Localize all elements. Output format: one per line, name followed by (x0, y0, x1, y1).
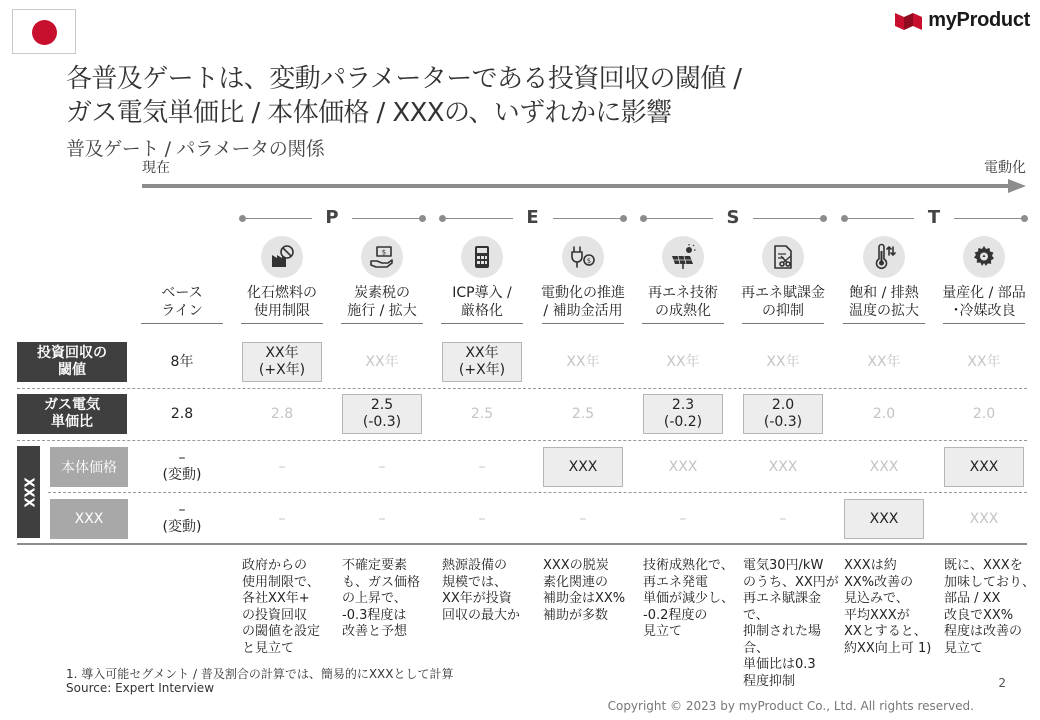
value-cell: – (478, 458, 486, 475)
page-subtitle: 普及ゲート / パラメータの関係 (66, 138, 325, 160)
column-note: XXXは約 XX%改善の 見込みで、 平均XXXが XXとすると、 約XX向上可 1) (844, 558, 932, 656)
value-cell: – (278, 510, 286, 527)
brand-mark-icon (895, 10, 923, 30)
calculator-icon (461, 236, 503, 278)
value-cell: XX年 (867, 353, 901, 370)
gate-letter: T (914, 207, 954, 228)
highlighted-cell: 2.3 (-0.2) (643, 394, 723, 434)
gate-bracket-end (1021, 215, 1028, 222)
value-cell: – (478, 510, 486, 527)
source-note: Source: Expert Interview (66, 681, 215, 695)
japan-flag (12, 9, 76, 54)
highlighted-cell: 2.5 (-0.3) (342, 394, 422, 434)
gate-bracket-end (620, 215, 627, 222)
value-cell: – (579, 510, 587, 527)
page-title (66, 62, 741, 130)
gate-letter: P (312, 207, 352, 228)
column-note: 既に、XXXを 加味しており、 部品 / XX 改良でXX% 程度は改善の 見立て (944, 558, 1036, 656)
highlighted-cell: XX年 (+X年) (242, 342, 322, 382)
baseline-cell: – (変動) (162, 450, 202, 483)
column-note: XXXの脱炭 素化関連の 補助金はXX% 補助が多数 (543, 558, 626, 623)
value-cell: – (278, 458, 286, 475)
value-cell: – (679, 510, 687, 527)
timeline-arrow-shaft (142, 184, 1012, 188)
gate-bracket-end (239, 215, 246, 222)
gate-bracket-end (841, 215, 848, 222)
highlighted-cell: XXX (844, 499, 924, 539)
value-cell: XXX (869, 458, 899, 475)
row-group-label: XXX (17, 446, 40, 538)
title-line-1: 各普及ゲートは、変動パラメーターである投資回収の閾値 / (66, 64, 742, 94)
baseline-cell: 8年 (170, 353, 194, 370)
column-header: ICP導入 / 厳格化 (434, 284, 530, 324)
value-cell: 2.5 (470, 405, 494, 422)
table-bottom-rule (17, 543, 1027, 545)
brand-name: myProduct (928, 8, 1030, 31)
gate-bracket-end (419, 215, 426, 222)
value-cell: XX年 (967, 353, 1001, 370)
value-cell: XX年 (766, 353, 800, 370)
value-cell: – (378, 510, 386, 527)
column-header: 化石燃料の 使用制限 (234, 284, 330, 324)
value-cell: XXX (969, 510, 999, 527)
page-number: 2 (998, 676, 1006, 690)
column-header: 飽和 / 排熱 温度の拡大 (836, 284, 932, 324)
value-cell: XX年 (365, 353, 399, 370)
highlighted-cell: XXX (944, 447, 1024, 487)
baseline-cell: 2.8 (170, 405, 194, 422)
thermometer-icon (863, 236, 905, 278)
gear-icon (963, 236, 1005, 278)
column-header: 再エネ技術 の成熟化 (635, 284, 731, 324)
column-header: 再エネ賦課金 の抑制 (735, 284, 831, 324)
column-header: 量産化 / 部品 ･冷媒改良 (936, 284, 1032, 324)
column-note: 政府からの 使用制限で、 各社XX年+ の投資回収 の閾値を設定 と見立て (242, 558, 321, 656)
column-header: 炭素税の 施行 / 拡大 (334, 284, 430, 324)
arrow-end-label: 電動化 (984, 160, 1026, 176)
row-divider (17, 388, 1027, 389)
gate-bracket-end (439, 215, 446, 222)
copyright: Copyright © 2023 by myProduct Co., Ltd. All rights reserved. (607, 699, 974, 713)
timeline-arrow-head (1008, 179, 1026, 193)
solar-panel-icon (662, 236, 704, 278)
row-label-unit-price: 本体価格 (50, 447, 128, 487)
column-header: 電動化の推進 / 補助金活用 (535, 284, 631, 324)
highlighted-cell: XX年 (+X年) (442, 342, 522, 382)
row-divider (17, 440, 1027, 441)
value-cell: XX年 (666, 353, 700, 370)
column-note: 技術成熟化で、 再エネ発電 単価が減少し、 -0.2程度の 見立て (643, 558, 735, 639)
column-note: 電気30円/kW のうち、XX円が 再エネ賦課金で、 抑制された場合、 単価比は0.3 程度抑制 (743, 558, 839, 689)
baseline-cell: – (変動) (162, 502, 202, 535)
value-cell: XXX (768, 458, 798, 475)
flag-sun (32, 20, 57, 45)
value-cell: 2.0 (872, 405, 896, 422)
value-cell: XX年 (566, 353, 600, 370)
gate-letter: E (513, 207, 553, 228)
row-label-xxx: XXX (50, 499, 128, 539)
value-cell: 2.5 (571, 405, 595, 422)
row-label-payback: 投資回収の 閾値 (17, 342, 127, 382)
brand-logo (895, 8, 1030, 32)
gate-letter: S (713, 207, 753, 228)
svg-text:$: $ (586, 257, 592, 265)
highlighted-cell: 2.0 (-0.3) (743, 394, 823, 434)
footnote: 1. 導入可能セグメント / 普及割合の計算では、簡易的にXXXとして計算 (66, 667, 454, 681)
title-line-2: ガス電気単価比 / 本体価格 / XXXの、いずれかに影響 (66, 98, 672, 128)
arrow-start-label: 現在 (142, 160, 170, 176)
value-cell: – (779, 510, 787, 527)
value-cell: 2.8 (270, 405, 294, 422)
value-cell: 2.0 (972, 405, 996, 422)
value-cell: – (378, 458, 386, 475)
baseline-header: ベース ライン (134, 284, 230, 324)
value-cell: XXX (668, 458, 698, 475)
plug-coin-icon (562, 236, 604, 278)
row-divider (48, 492, 1027, 493)
factory-ban-icon (261, 236, 303, 278)
levy-cut-icon (762, 236, 804, 278)
svg-text:$: $ (381, 248, 387, 257)
gate-bracket-end (640, 215, 647, 222)
tax-hand-icon (361, 236, 403, 278)
column-note: 熱源設備の 規模では、 XX年が投資 回収の最大か (442, 558, 521, 623)
column-note: 不確定要素 も、ガス価格 の上昇で、 -0.3程度は 改善と予想 (342, 558, 421, 639)
gate-bracket-end (820, 215, 827, 222)
highlighted-cell: XXX (543, 447, 623, 487)
row-label-price-ratio: ガス電気 単価比 (17, 394, 127, 434)
